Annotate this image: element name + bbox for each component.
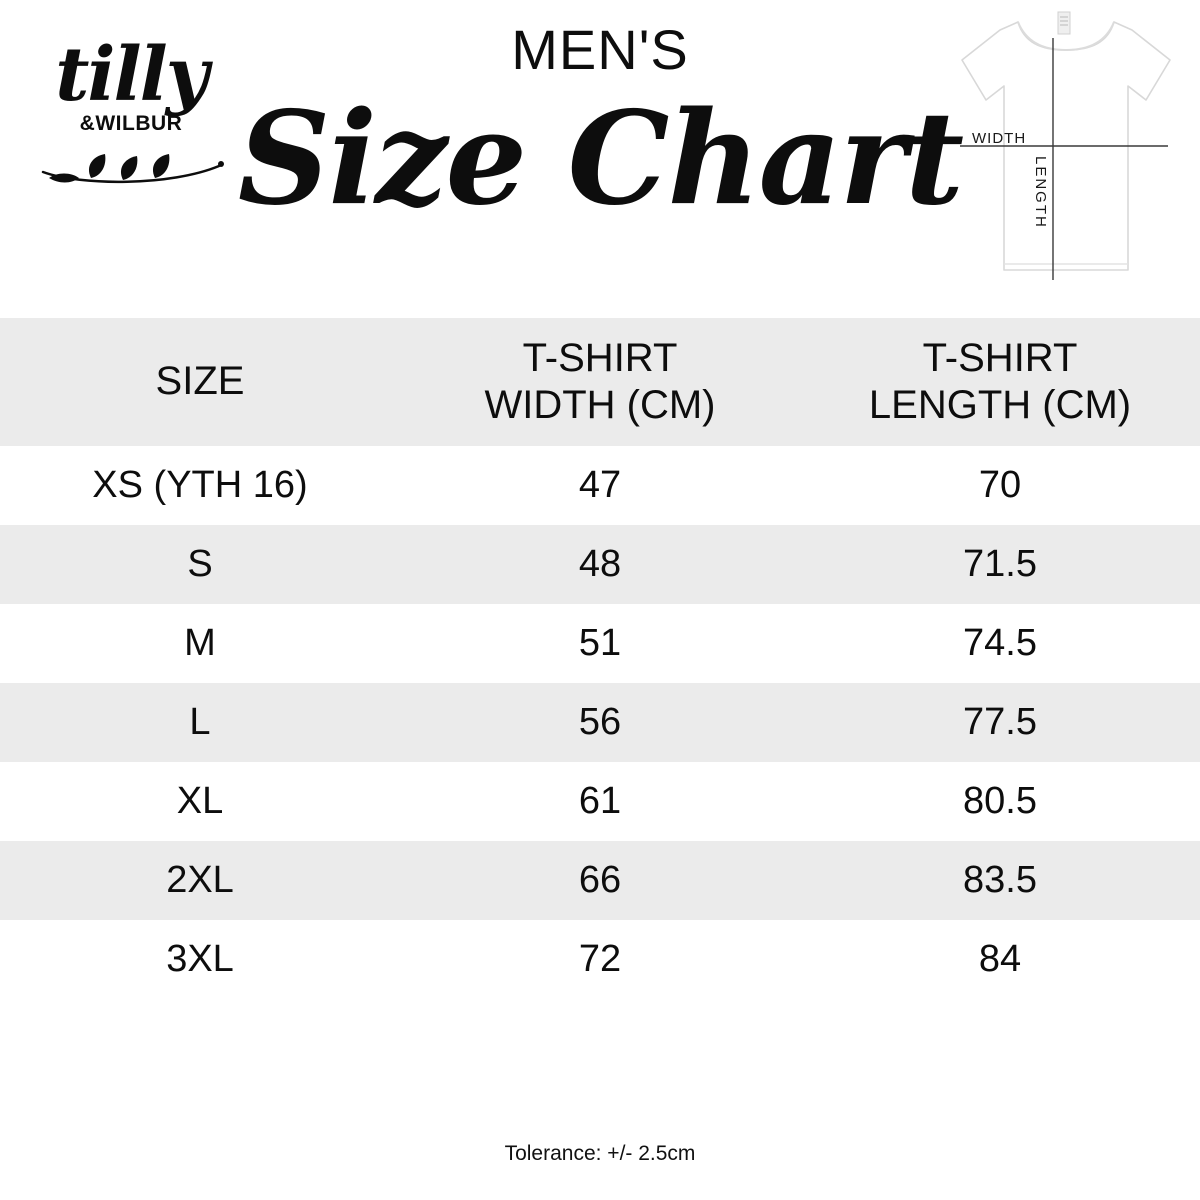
column-header-size	[0, 358, 400, 405]
page-title: Size Chart	[237, 84, 963, 234]
title-block	[230, 18, 970, 234]
cell-size: XL	[176, 780, 224, 823]
brand-logo	[26, 32, 236, 188]
cell-size: 2XL	[166, 859, 234, 902]
table-row	[0, 920, 1200, 999]
column-header-width-line2: WIDTH (CM)	[484, 383, 716, 427]
table-row	[0, 604, 1200, 683]
shirt-length-label: LENGTH	[1032, 156, 1049, 229]
table-row	[0, 446, 1200, 525]
cell-width: 61	[578, 780, 622, 823]
cell-length: 77.5	[963, 701, 1037, 744]
shirt-width-label: WIDTH	[972, 130, 1027, 147]
tshirt-diagram-icon	[946, 8, 1182, 284]
cell-length: 84	[978, 938, 1022, 981]
cell-length: 83.5	[963, 859, 1037, 902]
cell-width: 51	[578, 622, 622, 665]
cell-size: M	[184, 622, 216, 665]
cell-width: 66	[578, 859, 622, 902]
column-header-width-line1: T-SHIRT	[522, 335, 678, 380]
column-header-length-line1: T-SHIRT	[922, 335, 1078, 380]
cell-width: 47	[578, 464, 622, 507]
cell-width: 72	[578, 938, 622, 981]
tolerance-note: Tolerance: +/- 2.5cm	[504, 1142, 696, 1165]
cell-size: L	[189, 701, 211, 744]
brand-name: tilly	[55, 32, 207, 118]
cell-length: 71.5	[963, 543, 1037, 586]
size-chart-table	[0, 318, 1200, 999]
cell-length: 74.5	[963, 622, 1037, 665]
table-row	[0, 762, 1200, 841]
cell-length: 70	[978, 464, 1022, 507]
table-row	[0, 525, 1200, 604]
table-row	[0, 841, 1200, 920]
table-header-row	[0, 318, 1200, 446]
column-header-length	[800, 335, 1200, 429]
column-header-size-line1: SIZE	[155, 359, 245, 404]
leaf-branch-icon	[26, 142, 236, 188]
column-header-length-line2: LENGTH (CM)	[868, 383, 1132, 427]
page-subtitle: MEN'S	[511, 18, 689, 81]
cell-size: S	[187, 543, 213, 586]
table-row	[0, 683, 1200, 762]
cell-length: 80.5	[963, 780, 1037, 823]
cell-size: 3XL	[166, 938, 234, 981]
brand-subname: &WILBUR	[79, 112, 183, 136]
chart-header	[0, 0, 1200, 300]
cell-width: 56	[578, 701, 622, 744]
cell-width: 48	[578, 543, 622, 586]
cell-size: XS (YTH 16)	[92, 464, 308, 507]
column-header-width	[400, 335, 800, 429]
